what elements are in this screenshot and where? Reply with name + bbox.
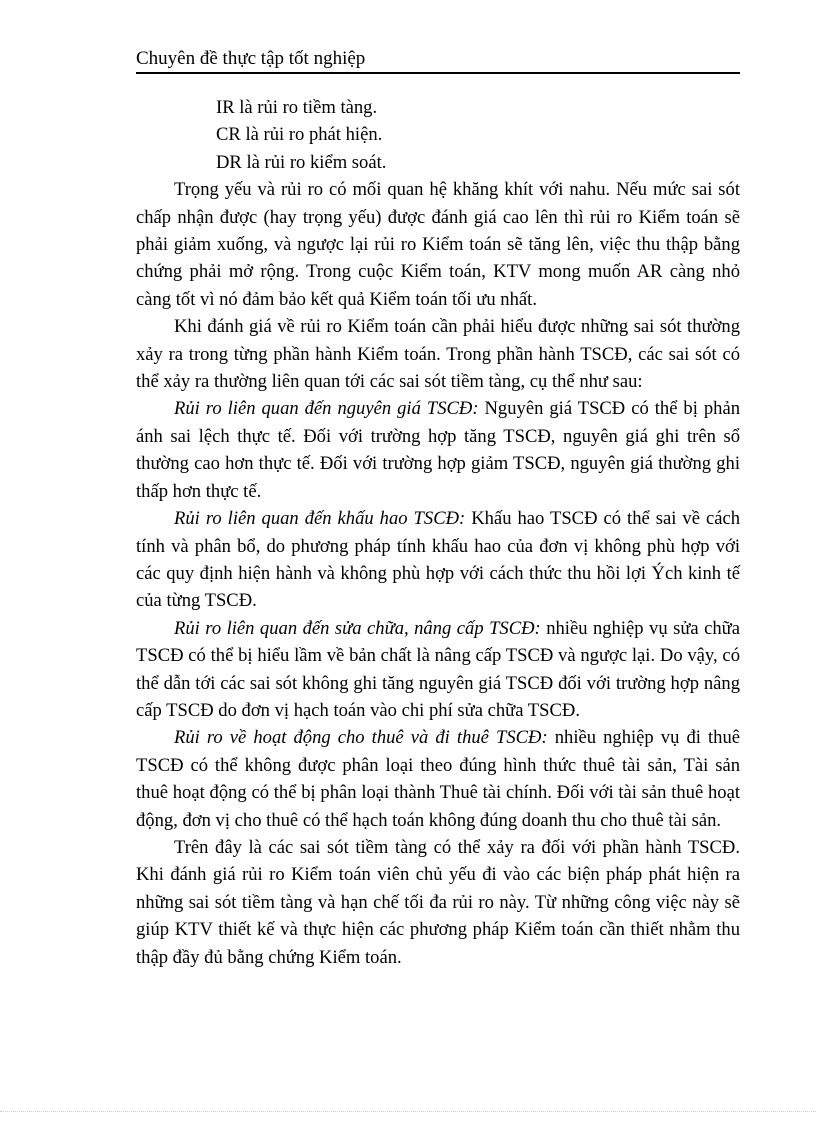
- header-title: Chuyên đề thực tập tốt nghiệp: [136, 48, 366, 69]
- paragraph-lead: Rủi ro về hoạt động cho thuê và đi thuê TSCĐ:: [174, 727, 548, 749]
- definition-ir: IR là rủi ro tiềm tàng.: [216, 97, 378, 118]
- paragraph-text: nhiều nghiệp vụ đi thuê TSCĐ có thể không được phân loại theo đúng hình thức thuê tài sản, Tài sản thuê hoạt động có thể bị phân loại thành Thuê tài chính. Đối với tài sản thuê hoạt động, đơn vị cho thuê có thể hạch toán không đúng doanh thu cho thuê tài sản.: [136, 727, 740, 831]
- paragraph-lead: Rủi ro liên quan đến nguyên giá TSCĐ:: [174, 398, 479, 420]
- page-bottom-divider: [0, 1111, 816, 1112]
- paragraph-risk-assessment: [136, 313, 740, 395]
- paragraph-text: Nguyên giá TSCĐ có thể bị phản ánh sai lệch thực tế. Đối với trường hợp tăng TSCĐ, nguyên giá ghi trên sổ thường cao hơn thực tế. Đối với trường hợp giảm TSCĐ, nguyên giá thường ghi thấp hơn thực tế.: [136, 398, 741, 502]
- paragraph-materiality-risk: [136, 176, 740, 313]
- paragraph-leasing-risk: [136, 724, 740, 834]
- definition-cr: CR là rủi ro phát hiện.: [216, 124, 383, 146]
- page-header: [136, 44, 740, 74]
- paragraph-text: Trọng yếu và rủi ro có mối quan hệ khăng khít với nahu. Nếu mức sai sót chấp nhận được (hay trọng yếu) được đánh giá cao lên thì rủi ro Kiểm toán sẽ phải giảm xuống, và ngược lại rủi ro Kiểm toán sẽ tăng lên, việc thu thập bằng chứng phải mở rộng. Trong cuộc Kiểm toán, KTV mong muốn AR càng nhỏ càng tốt vì nó đảm bảo kết quả Kiểm toán tối ưu nhất.: [136, 179, 740, 310]
- paragraph-text: Trên đây là các sai sót tiềm tàng có thể xảy ra đối với phần hành TSCĐ. Khi đánh giá rủi ro Kiểm toán viên chủ yếu đi vào các biện pháp phát hiện ra những sai sót tiềm tàng và hạn chế tối đa rủi ro này. Từ những công việc này sẽ giúp KTV thiết kế và thực hiện các phương pháp Kiểm toán cần thiết nhằm thu thập đầy đủ bằng chứng Kiểm toán.: [136, 836, 740, 968]
- definition-dr: DR là rủi ro kiểm soát.: [216, 151, 387, 173]
- paragraph-depreciation-risk: [136, 505, 740, 615]
- paragraph-repair-upgrade-risk: [136, 615, 740, 725]
- paragraph-text: nhiều nghiệp vụ sửa chữa TSCĐ có thể bị hiểu lầm về bản chất là nâng cấp TSCĐ và ngược lại. Do vậy, có thể dẫn tới các sai sót không ghi tăng nguyên giá TSCĐ đối với trường hợp nâng cấp TSCĐ do đơn vị hạch toán vào chi phí sửa chữa TSCĐ.: [136, 617, 740, 721]
- paragraph-conclusion: [136, 834, 740, 971]
- paragraph-text: Khấu hao TSCĐ có thể sai về cách tính và phân bổ, do phương pháp tính khấu hao của đơn vị không phù hợp với các quy định hiện hành và không phù hợp với cách thức thu hồi lợi Ých kinh tế của từng TSCĐ.: [136, 508, 740, 612]
- paragraph-lead: Rủi ro liên quan đến khấu hao TSCĐ:: [174, 508, 466, 530]
- document-body: [136, 94, 740, 971]
- paragraph-lead: Rủi ro liên quan đến sửa chữa, nâng cấp TSCĐ:: [174, 617, 541, 639]
- paragraph-original-cost-risk: [136, 395, 740, 505]
- paragraph-text: Khi đánh giá về rủi ro Kiểm toán cần phải hiểu được những sai sót thường xảy ra trong từng phần hành Kiểm toán. Trong phần hành TSCĐ, các sai sót có thể xảy ra thường liên quan tới các sai sót tiềm tàng, cụ thể như sau:: [136, 316, 740, 393]
